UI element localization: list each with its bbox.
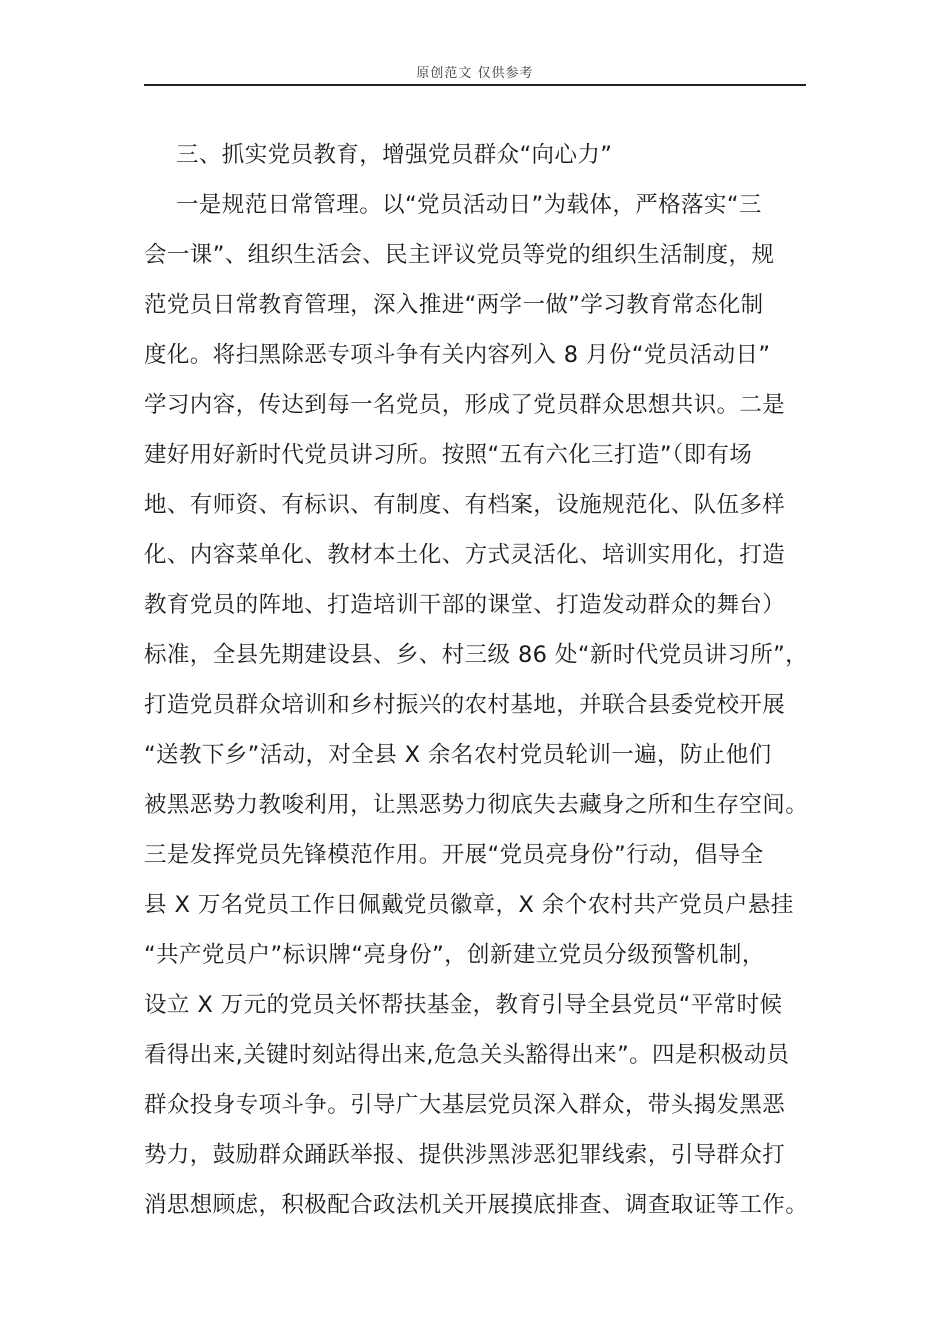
paragraph-line: 度化。将扫黑除恶专项斗争有关内容列入 8 月份“党员活动日” — [144, 342, 771, 368]
paragraph-line: 会一课”、组织生活会、民主评议党员等党的组织生活制度，规 — [144, 242, 775, 268]
paragraph-line: 建好用好新时代党员讲习所。按照“五有六化三打造”（即有场 — [144, 442, 753, 468]
paragraph-line: “共产党员户”标识牌“亮身份”，创新建立党员分级预警机制， — [144, 942, 765, 968]
paragraph-line: 设立 X 万元的党员关怀帮扶基金，教育引导全县党员“平常时候 — [144, 992, 783, 1018]
section-heading: 三、抓实党员教育，增强党员群众“向心力” — [176, 142, 613, 168]
paragraph-line: 教育党员的阵地、打造培训干部的课堂、打造发动群众的舞台） — [144, 592, 786, 618]
paragraph-line: 地、有师资、有标识、有制度、有档案，设施规范化、队伍多样 — [144, 492, 786, 518]
document-body — [144, 130, 808, 1230]
paragraph-line: 打造党员群众培训和乡村振兴的农村基地，并联合县委党校开展 — [144, 692, 786, 718]
paragraph-line: 消思想顾虑，积极配合政法机关开展摸底排查、调查取证等工作。 — [144, 1192, 809, 1218]
paragraph-line: 群众投身专项斗争。引导广大基层党员深入群众，带头揭发黑恶 — [144, 1092, 786, 1118]
paragraph-line: 势力，鼓励群众踊跃举报、提供涉黑涉恶犯罪线索，引导群众打 — [144, 1142, 786, 1168]
paragraph-line: 范党员日常教育管理，深入推进“两学一做”学习教育常态化制 — [144, 292, 764, 318]
paragraph-line: 化、内容菜单化、教材本土化、方式灵活化、培训实用化，打造 — [144, 542, 786, 568]
paragraph-line: 看得出来,关键时刻站得出来,危急关头豁得出来”。四是积极动员 — [144, 1042, 790, 1068]
paragraph-line: 标准，全县先期建设县、乡、村三级 86 处“新时代党员讲习所”， — [144, 642, 809, 668]
paragraph-line: 一是规范日常管理。以“党员活动日”为载体，严格落实“三 — [176, 192, 762, 218]
paragraph-line: 被黑恶势力教唆利用，让黑恶势力彻底失去藏身之所和生存空间。 — [144, 792, 809, 818]
paragraph-line: 县 X 万名党员工作日佩戴党员徽章，X 余个农村共产党员户悬挂 — [144, 892, 794, 918]
page-header: 原创范文 仅供参考 — [416, 66, 534, 81]
paragraph-line: 学习内容，传达到每一名党员，形成了党员群众思想共识。二是 — [144, 392, 786, 418]
paragraph-line: 三是发挥党员先锋模范作用。开展“党员亮身份”行动，倡导全 — [144, 842, 764, 868]
paragraph-line: “送教下乡”活动，对全县 X 余名农村党员轮训一遍，防止他们 — [144, 742, 772, 768]
header-divider — [144, 84, 806, 86]
